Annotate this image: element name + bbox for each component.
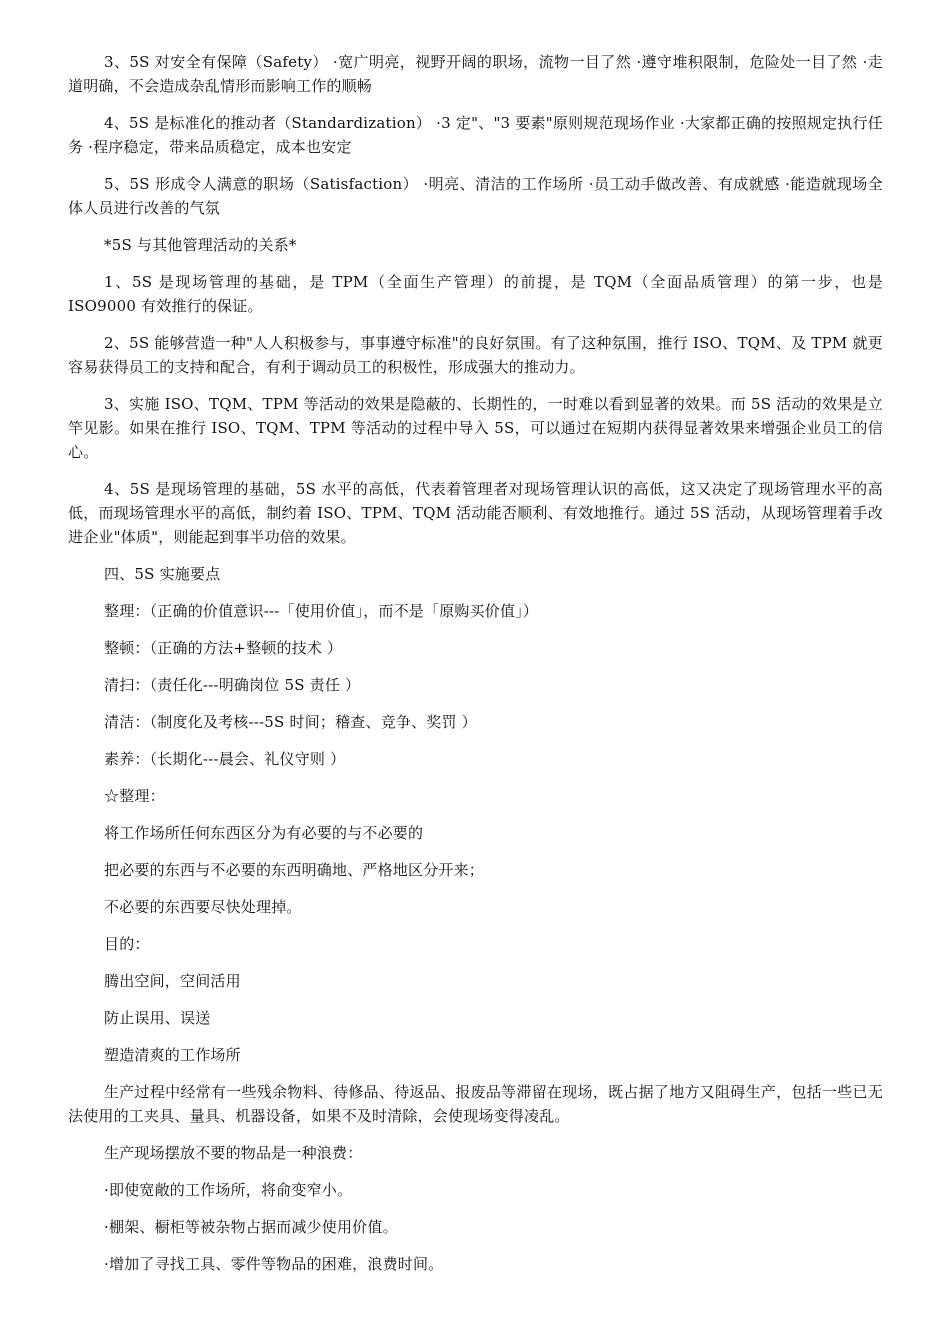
list-item: 防止误用、误送	[104, 1009, 211, 1027]
section-heading-key-points: 四、5S 实施要点	[104, 565, 221, 583]
list-item: 塑造清爽的工作场所	[104, 1046, 241, 1064]
list-item: 将工作场所任何东西区分为有必要的与不必要的	[104, 824, 424, 842]
paragraph-relation-4: 4、5S 是现场管理的基础，5S 水平的高低，代表着管理者对现场管理认识的高低，这又决定了现场管理水平的高低，而现场管理水平的高低，制约着 ISO、TPM、TQM 活动能否顺利、有效地推行。通过 5S 活动，从现场管理着手改进企业"体质"，则能起到事半功倍的效果。	[68, 480, 883, 546]
section-heading-relations: *5S 与其他管理活动的关系*	[104, 236, 297, 254]
paragraph-production-waste: 生产过程中经常有一些残余物料、待修品、待返品、报废品等滞留在现场，既占据了地方又阻碍生产，包括一些已无法使用的工夹具、量具、机器设备，如果不及时清除，会使现场变得凌乱。	[68, 1083, 883, 1125]
key-point-seiton: 整顿：（正确的方法+整顿的技术 ）	[104, 639, 343, 657]
paragraph-relation-2: 2、5S 能够营造一种"人人积极参与，事事遵守标准"的良好氛围。有了这种氛围，推行 ISO、TQM、及 TPM 就更容易获得员工的支持和配合，有利于调动员工的积极性，形成强大的推动力。	[68, 334, 883, 376]
list-item: ·即使宽敞的工作场所，将俞变窄小。	[104, 1181, 353, 1199]
paragraph-safety: 3、5S 对安全有保障（Safety） ·宽广明亮，视野开阔的职场，流物一目了然 ·遵守堆积限制，危险处一目了然 ·走道明确，不会造成杂乱情形而影响工作的顺畅	[68, 53, 883, 95]
paragraph-satisfaction: 5、5S 形成令人满意的职场（Satisfaction） ·明亮、清洁的工作场所 ·员工动手做改善、有成就感 ·能造就现场全体人员进行改善的气氛	[68, 175, 883, 217]
paragraph-standardization: 4、5S 是标准化的推动者（Standardization） ·3 定"、"3 要素"原则规范现场作业 ·大家都正确的按照规定执行任务 ·程序稳定，带来品质稳定，成本也安定	[68, 114, 883, 156]
list-item: 把必要的东西与不必要的东西明确地、严格地区分开来；	[104, 861, 485, 879]
paragraph-relation-3: 3、实施 ISO、TQM、TPM 等活动的效果是隐蔽的、长期性的，一时难以看到显著的效果。而 5S 活动的效果是立竿见影。如果在推行 ISO、TQM、TPM 等活动的过程中导入 5S，可以通过在短期内获得显著效果来增强企业员工的信心。	[68, 395, 883, 461]
subheading-purpose: 目的：	[104, 935, 150, 953]
document-page	[68, 50, 883, 1289]
list-item: ·棚架、橱柜等被杂物占据而减少使用价值。	[104, 1218, 398, 1236]
list-item: 腾出空间，空间活用	[104, 972, 241, 990]
list-item: 不必要的东西要尽快处理掉。	[104, 898, 302, 916]
key-point-shitsuke: 素养：（长期化---晨会、礼仪守则 ）	[104, 750, 346, 768]
subheading-seiri: ☆整理：	[104, 787, 165, 805]
paragraph-relation-1: 1、5S 是现场管理的基础，是 TPM（全面生产管理）的前提，是 TQM（全面品质管理）的第一步，也是 ISO9000 有效推行的保证。	[68, 273, 883, 315]
key-point-seiri: 整理：（正确的价值意识---「使用价值」，而不是「原购买价值」）	[104, 602, 539, 620]
list-item: ·增加了寻找工具、零件等物品的困难，浪费时间。	[104, 1255, 444, 1273]
key-point-seiketsu: 清洁：（制度化及考核---5S 时间；稽查、竞争、奖罚 ）	[104, 713, 477, 731]
list-heading-waste: 生产现场摆放不要的物品是一种浪费：	[104, 1144, 363, 1162]
key-point-seiso: 清扫：（责任化---明确岗位 5S 责任 ）	[104, 676, 361, 694]
